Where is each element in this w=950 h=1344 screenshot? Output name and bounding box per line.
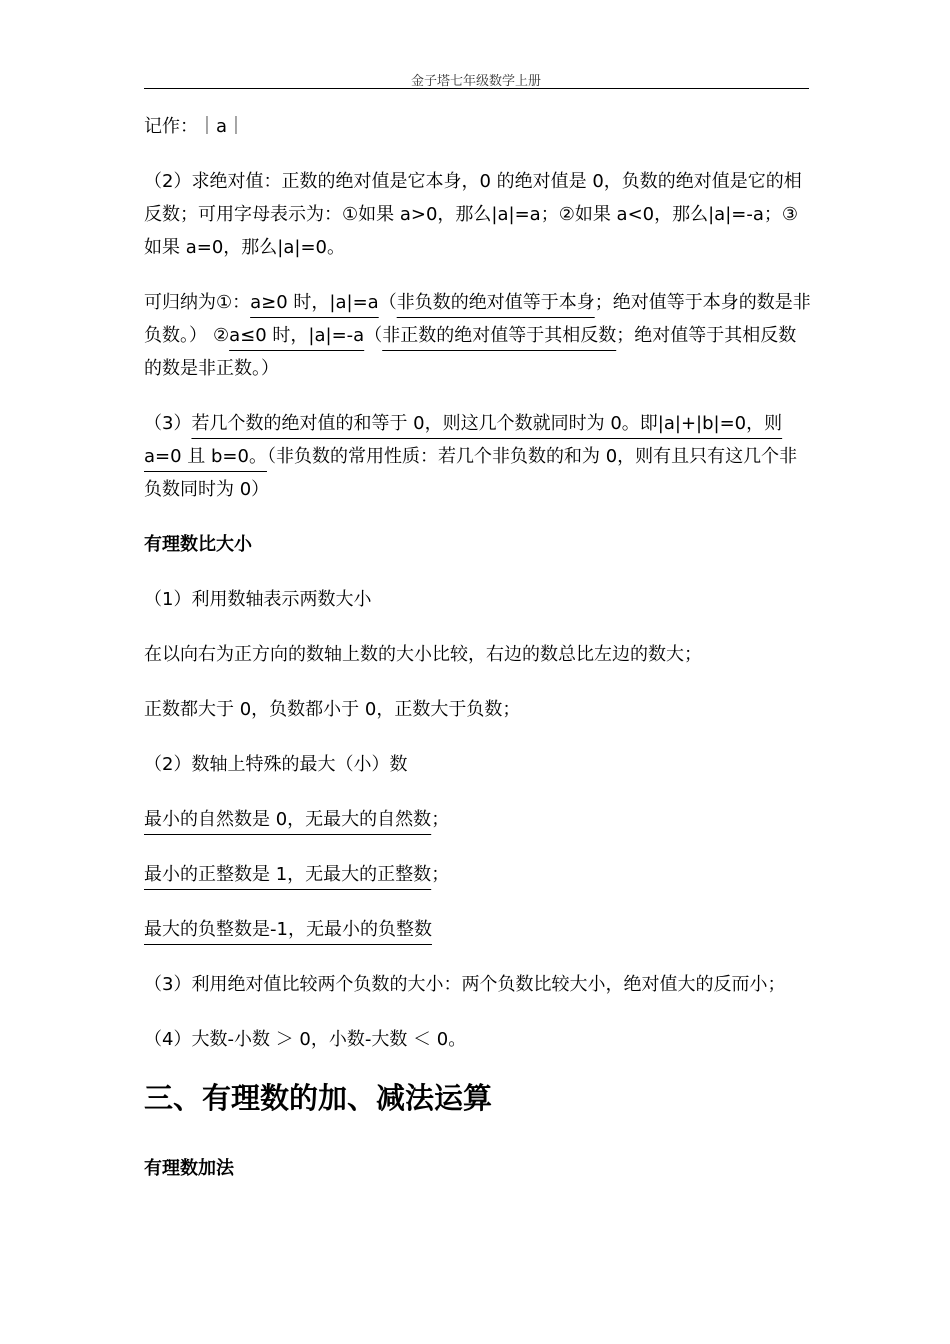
sum-zero-rule: 若几个数的绝对值的和等于 0，则这几个数就同时为 0。即|a|+|b|=0，则 a=0 且 b=0。 [144,413,783,467]
negative-integer-text: 最大的负整数是-1，无最小的负整数 [144,919,432,940]
paragraph-compare-3: 正数都大于 0，负数都小于 0，正数大于负数； [144,699,521,720]
summary-paren-1: （ [378,292,397,313]
page-header-title: 金子塔七年级数学上册 [410,74,541,89]
summary-marker-2: ② [213,325,230,346]
paragraph-difference: （4）大数-小数 ＞ 0，小数-大数 ＜ 0。 [144,1029,467,1050]
positive-integer-end: ； [431,864,450,885]
summary-note-1: ；绝对值等于本身的数是非负数。） [144,292,811,346]
paragraph-compare-2: 在以向右为正方向的数轴上数的大小比较，右边的数总比左边的数大； [144,644,702,665]
sum-zero-note: （非负数的常用性质：若几个非负数的和为 0，则有且只有这几个非负数同时为 0） [144,446,798,500]
paragraph-sum-zero [144,407,812,506]
header-rule [144,88,809,89]
section-heading-3: 三、有理数的加、减法运算 [144,1081,493,1115]
paragraph-positive-integer [144,858,812,891]
summary-condition-1: a≥0 时，|a|=a [250,292,379,313]
summary-note-2: ；绝对值等于其相反数的数是非正数。） [144,325,797,379]
document-body [144,110,812,1185]
summary-rule-1: 非负数的绝对值等于本身 [396,292,595,313]
paragraph-compare-negatives: （3）利用绝对值比较两个负数的大小：两个负数比较大小，绝对值大的反而小； [144,974,786,995]
paragraph-negative-integer [144,913,812,946]
paragraph-find-absolute-value: （2）求绝对值：正数的绝对值是它本身，0 的绝对值是 0，负数的绝对值是它的相反数；可用字母表示为：①如果 a>0，那么|a|=a；②如果 a<0，那么|a|=-a；③如果 a=0，那么|a|=0。 [144,171,802,258]
paragraph-compare-1: （1）利用数轴表示两数大小 [144,589,372,610]
paragraph-natural-number [144,803,812,836]
paragraph-notation: 记作：｜a｜ [144,116,246,137]
sum-zero-prefix: （3） [144,413,192,434]
paragraph-summary [144,286,812,385]
summary-paren-2: （ [364,325,383,346]
summary-prefix: 可归纳为①： [144,292,251,313]
subheading-addition: 有理数加法 [144,1158,234,1179]
subheading-compare: 有理数比大小 [144,534,252,555]
summary-rule-2: 非正数的绝对值等于其相反数 [382,325,617,346]
natural-number-end: ； [431,809,450,830]
natural-number-text: 最小的自然数是 0，无最大的自然数 [144,809,432,830]
summary-condition-2: a≤0 时，|a|=-a [229,325,365,346]
positive-integer-text: 最小的正整数是 1，无最大的正整数 [144,864,432,885]
paragraph-compare-4: （2）数轴上特殊的最大（小）数 [144,754,408,775]
